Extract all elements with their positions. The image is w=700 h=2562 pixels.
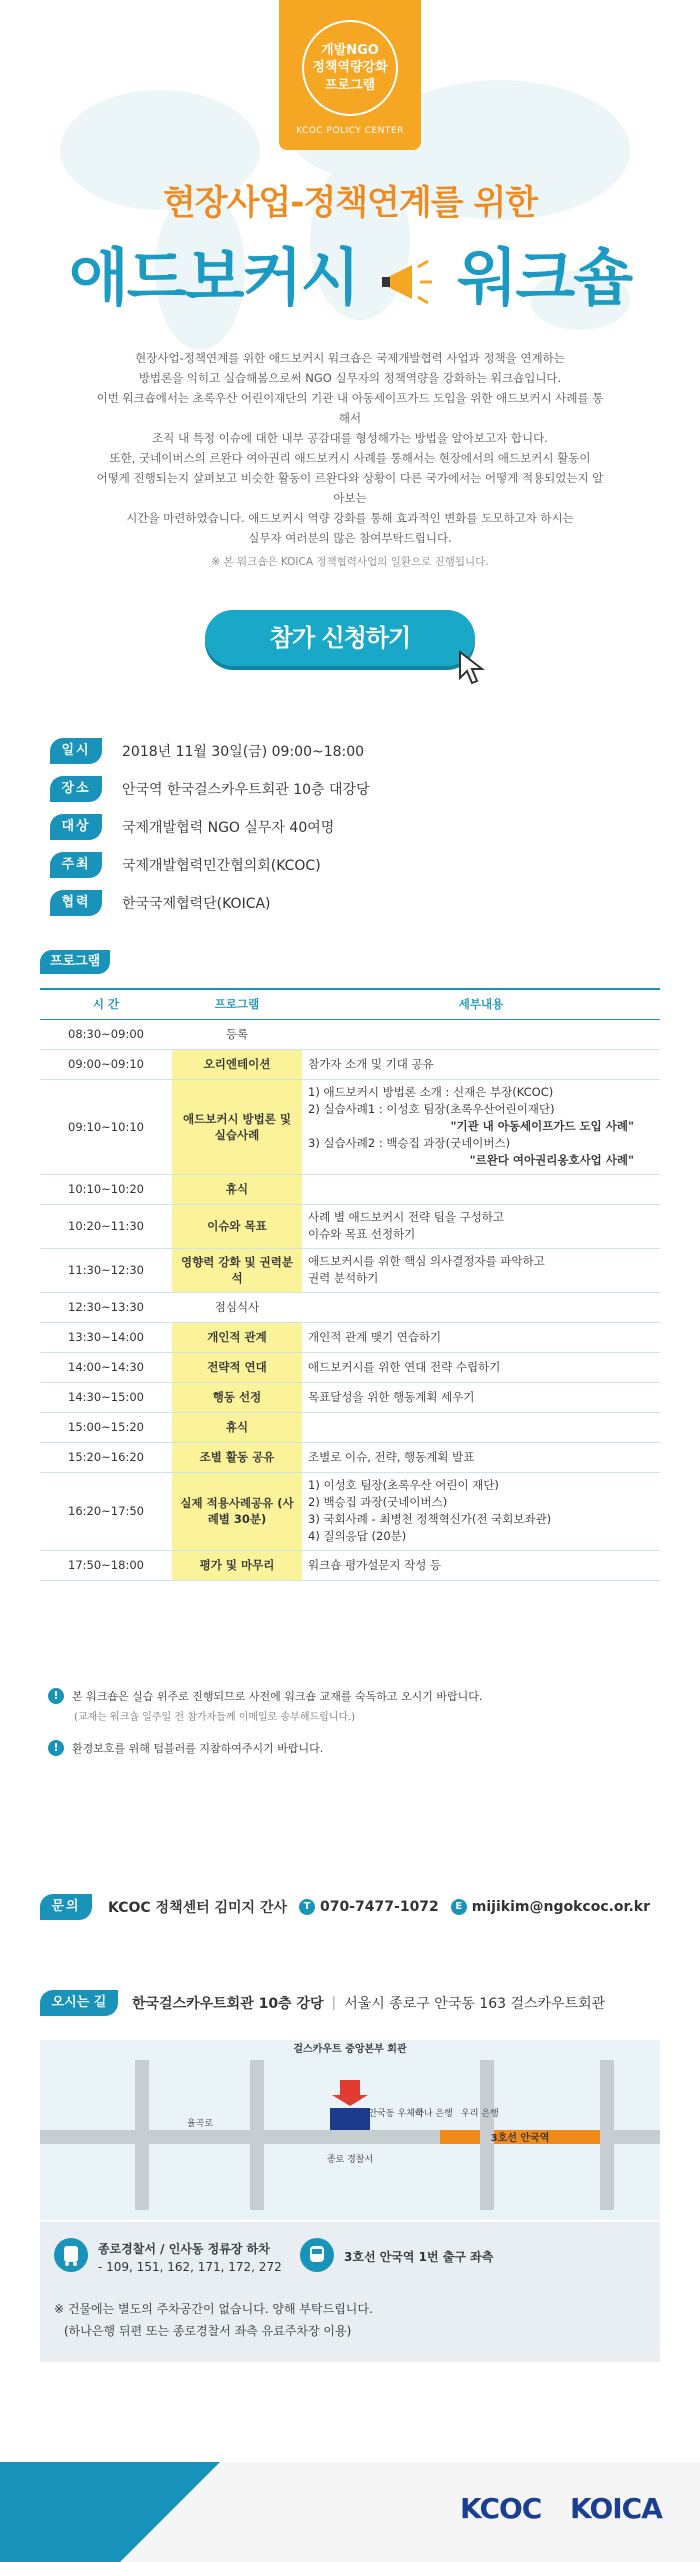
program-details	[302, 1352, 660, 1382]
megaphone-icon	[378, 257, 438, 307]
program-details	[302, 1174, 660, 1204]
program-details	[302, 1079, 660, 1174]
program-name: 평가 및 마무리	[172, 1550, 302, 1580]
program-name: 애드보커시 방법론 및 실습사례	[172, 1079, 302, 1174]
intro-line: 또한, 굿네이버스의 르완다 여아권리 애드보커시 사례를 통해서는 현장에서의 애드보커시 활동이	[109, 451, 591, 465]
map-label-hana: 하나 은행	[415, 2109, 453, 2119]
info-host	[50, 852, 321, 878]
program-detail-line: 개인적 관계 맺기 연습하기	[308, 1329, 442, 1344]
contact-email[interactable]: mijikim@ngokcoc.or.kr	[471, 1899, 650, 1915]
program-row	[40, 1472, 660, 1550]
email-icon: E	[451, 1899, 467, 1915]
policy-center-logo: KCOC POLICY CENTER	[296, 126, 404, 136]
directions-place: 한국걸스카우트회관 10층 강당	[132, 1996, 324, 2012]
badge-line-2: 정책역량강화	[312, 60, 388, 76]
program-detail-line: 권력 분석하기	[308, 1271, 379, 1285]
program-row	[40, 1079, 660, 1174]
program-name: 휴식	[172, 1412, 302, 1442]
program-name: 이슈와 목표	[172, 1204, 302, 1248]
program-detail-line: 애드보커시를 위한 연대 전략 수립하기	[308, 1359, 501, 1374]
directions-row	[40, 1990, 605, 2016]
program-section-label: 프로그램	[40, 950, 110, 974]
intro-line: 현장사업-정책연계를 위한 애드보커시 워크숍은 국제개발협력 사업과 정책을 연계하는	[135, 351, 565, 365]
program-row	[40, 1248, 660, 1292]
intro-line: 실무자 여러분의 많은 참여부탁드립니다.	[248, 531, 452, 545]
program-row	[40, 1382, 660, 1412]
bus-stop: 종로경찰서 / 인사동 정류장 하차	[98, 2242, 270, 2256]
parking-note-2: (하나은행 뒤편 또는 종로경찰서 좌측 유료주차장 이용)	[64, 2324, 352, 2338]
divider: |	[331, 1995, 337, 2011]
program-row	[40, 1292, 660, 1322]
program-name: 개인적 관계	[172, 1322, 302, 1352]
intro-paragraph	[95, 348, 605, 548]
intro-line: 시간을 마련하였습니다. 애드보커시 역량 강화를 통해 효과적인 변화를 도모하고자 하시는	[126, 511, 574, 525]
program-row	[40, 1442, 660, 1472]
page-subtitle: 현장사업-정책연계를 위한	[162, 183, 538, 223]
intro-line: 이번 워크숍에서는 초록우산 어린이재단의 기관 내 아동세이프가드 도입을 위한 애드보커시 사례를 통해서	[96, 391, 604, 425]
map-label-woori: 우리 은행	[461, 2109, 499, 2119]
info-target	[50, 814, 334, 840]
program-row	[40, 1049, 660, 1079]
subway-icon	[300, 2238, 334, 2272]
program-details	[302, 1442, 660, 1472]
program-time: 15:00~15:20	[40, 1412, 172, 1442]
map-hq-label: 걸스카우트 중앙본부 회관	[293, 2044, 407, 2055]
program-detail-line: 3) 국회사례 - 최병천 정책혁신가(전 국회보좌관)	[308, 1512, 552, 1526]
map-label-police: 종로 경찰서	[326, 2155, 374, 2165]
contact-text: KCOC 정책센터 김미지 간사	[108, 1900, 288, 1916]
program-detail-line: 2) 실습사례1 : 이성호 팀장(초록우산어린이재단)	[308, 1102, 555, 1116]
exclamation-icon: !	[48, 1740, 64, 1756]
contact-tel[interactable]: 070-7477-1072	[320, 1899, 439, 1915]
program-detail-line: 워크숍 평가설문지 작성 등	[308, 1557, 442, 1572]
info-date	[50, 738, 364, 764]
bus-icon	[54, 2238, 88, 2272]
info-value: 2018년 11월 30일(금) 09:00~18:00	[122, 744, 365, 760]
program-detail-line: 2) 백승집 과장(굿네이버스)	[308, 1495, 448, 1509]
info-partner	[50, 890, 271, 916]
program-details	[302, 1550, 660, 1580]
program-time: 13:30~14:00	[40, 1322, 172, 1352]
badge-line-3: 프로그램	[324, 77, 376, 93]
info-place	[50, 776, 370, 802]
program-details	[302, 1292, 660, 1322]
note-text: 본 워크숍은 실습 위주로 진행되므로 사전에 워크숍 교재를 숙독하고 오시기 바랍니다.	[72, 1690, 483, 1703]
apply-button[interactable]: 참가 신청하기	[205, 610, 475, 666]
subway-exit: 3호선 안국역 1번 출구 좌측	[344, 2250, 494, 2264]
info-value: 국제개발협력 NGO 실무자 40여명	[122, 820, 335, 836]
note-textbook-sub: (교재는 워크숍 일주일 전 참가자들께 이메일로 송부해드립니다.)	[74, 1712, 356, 1723]
program-name: 행동 선정	[172, 1382, 302, 1412]
program-name: 오리엔테이션	[172, 1049, 302, 1079]
bus-numbers: - 109, 151, 162, 171, 172, 272	[98, 2260, 282, 2274]
program-name: 실제 적용사례공유 (사례별 30분)	[172, 1472, 302, 1550]
program-details	[302, 1472, 660, 1550]
map-label-yulgok: 율곡로	[186, 2119, 214, 2129]
program-row	[40, 1322, 660, 1352]
koica-logo: KOICA	[570, 2492, 662, 2525]
program-details	[302, 1412, 660, 1442]
program-details	[302, 1204, 660, 1248]
program-detail-line: 조별로 이슈, 전략, 행동계획 발표	[308, 1449, 475, 1464]
program-name: 영향력 강화 및 권력분석	[172, 1248, 302, 1292]
intro-line: 어떻게 진행되는지 살펴보고 비슷한 활동이 르완다와 상황이 다른 국가에서는 어떻게 적용되었는지 알아보는	[96, 471, 604, 505]
contact-label: 문의	[40, 1894, 92, 1920]
program-time: 11:30~12:30	[40, 1248, 172, 1292]
header-program: 프로그램	[172, 989, 302, 1019]
title-workshop: 워크숍	[457, 241, 632, 314]
contact-row	[40, 1894, 650, 1920]
intro-line: 방법론을 익히고 실습해봄으로써 NGO 실무자의 정책역량을 강화하는 워크숍입니다.	[138, 371, 562, 385]
header-details: 세부내용	[302, 989, 660, 1019]
program-time: 17:50~18:00	[40, 1550, 172, 1580]
program-detail-line: 이슈와 목표 선정하기	[308, 1227, 416, 1241]
program-name: 전략적 연대	[172, 1352, 302, 1382]
program-details	[302, 1322, 660, 1352]
title-advocacy: 애드보커시	[68, 241, 359, 314]
program-detail-line: 사례 별 애드보커시 전략 팀을 구성하고	[308, 1210, 505, 1224]
program-row	[40, 1174, 660, 1204]
info-value: 국제개발협력민간협의회(KCOC)	[122, 858, 321, 874]
note-textbook	[48, 1688, 482, 1704]
program-time: 10:20~11:30	[40, 1204, 172, 1248]
program-time: 09:10~10:10	[40, 1079, 172, 1174]
program-row	[40, 1352, 660, 1382]
koica-note: ※ 본 워크숍은 KOICA 정책협력사업의 일환으로 진행됩니다.	[211, 556, 489, 568]
program-detail-line: 4) 질의응답 (20분)	[308, 1529, 407, 1543]
program-detail-line: 참가자 소개 및 기대 공유	[308, 1056, 434, 1071]
note-text: 환경보호를 위해 텀블러를 지참하여주시기 바랍니다.	[72, 1742, 324, 1755]
header-time: 시 간	[40, 989, 172, 1019]
directions-label: 오시는 길	[40, 1990, 118, 2016]
program-name: 점심식사	[172, 1292, 302, 1322]
program-details	[302, 1049, 660, 1079]
footer	[0, 2462, 700, 2562]
program-details	[302, 1248, 660, 1292]
program-time: 08:30~09:00	[40, 1019, 172, 1049]
program-time: 12:30~13:30	[40, 1292, 172, 1322]
phone-icon: T	[299, 1899, 315, 1915]
info-label: 일시	[50, 738, 102, 764]
program-detail-line: 1) 이성호 팀장(초록우산 어린이 재단)	[308, 1478, 499, 1492]
badge-line-1: 개발NGO	[321, 42, 379, 58]
program-row	[40, 1019, 660, 1049]
parking-note-1: ※ 건물에는 별도의 주차공간이 없습니다. 양해 부탁드립니다.	[54, 2302, 373, 2316]
program-row	[40, 1412, 660, 1442]
info-label: 주최	[50, 852, 102, 878]
info-label: 장소	[50, 776, 102, 802]
program-badge	[279, 0, 421, 150]
program-time: 15:20~16:20	[40, 1442, 172, 1472]
program-name: 휴식	[172, 1174, 302, 1204]
program-detail-line: "기관 내 아동세이프가드 도입 사례"	[450, 1119, 634, 1133]
program-detail-line: 3) 실습사례2 : 백승집 과장(굿네이버스)	[308, 1136, 511, 1150]
program-row	[40, 1204, 660, 1248]
intro-line: 조직 내 특정 이슈에 대한 내부 공감대를 형성해가는 방법을 알아보고자 합니다.	[152, 431, 548, 445]
program-name: 조별 활동 공유	[172, 1442, 302, 1472]
program-row	[40, 1550, 660, 1580]
map-station-label: 3호선 안국역	[490, 2133, 550, 2144]
note-tumbler	[48, 1740, 323, 1756]
info-label: 협력	[50, 890, 102, 916]
program-time: 16:20~17:50	[40, 1472, 172, 1550]
cursor-icon	[458, 650, 486, 686]
program-name: 등록	[172, 1019, 302, 1049]
program-detail-line: 1) 애드보커시 방법론 소개 : 신재은 부장(KCOC)	[308, 1085, 554, 1099]
map-label-post: 안국동 우체국	[368, 2109, 424, 2119]
program-details	[302, 1019, 660, 1049]
program-time: 14:00~14:30	[40, 1352, 172, 1382]
program-details	[302, 1382, 660, 1412]
program-detail-line: "르완다 여아권리옹호사업 사례"	[469, 1153, 634, 1167]
transit-box	[40, 2222, 660, 2362]
info-label: 대상	[50, 814, 102, 840]
program-time: 09:00~09:10	[40, 1049, 172, 1079]
page-title	[0, 228, 700, 317]
program-table	[40, 988, 660, 1581]
program-detail-line: 애드보커시를 위한 핵심 의사결정자를 파악하고	[308, 1254, 545, 1268]
program-detail-line: 목표달성을 위한 행동계획 세우기	[308, 1389, 475, 1404]
directions-address: 서울시 종로구 안국동 163 걸스카우트회관	[344, 1996, 606, 2012]
info-value: 한국국제협력단(KOICA)	[122, 896, 271, 912]
program-time: 14:30~15:00	[40, 1382, 172, 1412]
location-map	[40, 2040, 660, 2220]
kcoc-logo: KCOC	[460, 2492, 542, 2525]
info-value: 안국역 한국걸스카우트회관 10층 대강당	[122, 782, 370, 798]
exclamation-icon: !	[48, 1688, 64, 1704]
program-time: 10:10~10:20	[40, 1174, 172, 1204]
